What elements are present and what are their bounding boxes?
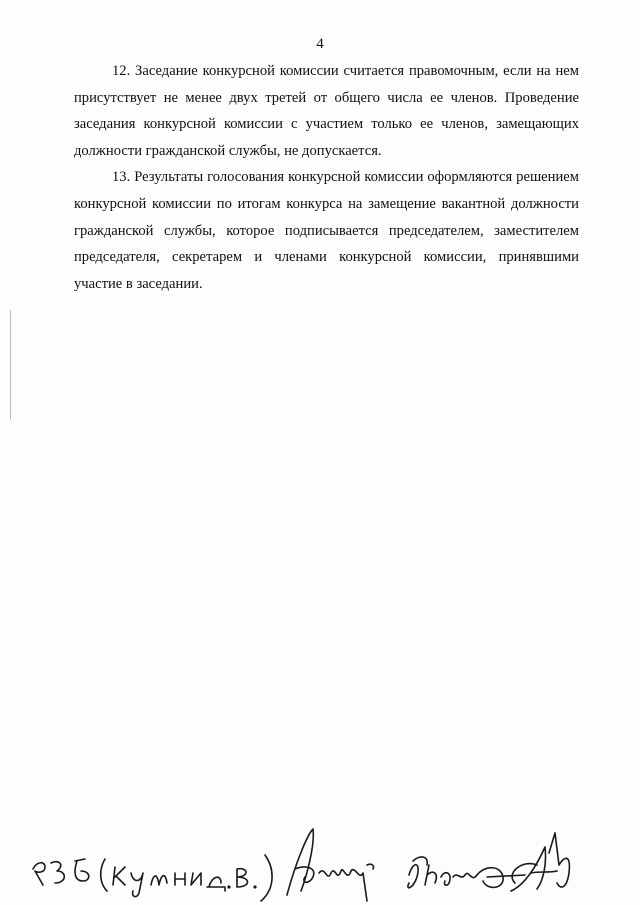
paragraph-12: 12. Заседание конкурсной комиссии считается правомочным, если на нем присутствует не менее двух третей от общего числа ее членов. Проведение заседания конкурсной комиссии с участием только ее членов, замещающих должности гражданской службы, не допускается. <box>74 63 579 159</box>
paragraph-13: 13. Результаты голосования конкурсной комиссии оформляются решением конкурсной комиссии по итогам конкурса на замещение вакантной должности гражданской службы, которое подписывается председателем, заместителем председателя, секретарем и членами конкурсной комиссии, принявшими участие в заседании. <box>74 169 579 292</box>
handwritten-note-signature <box>33 855 272 901</box>
commission-member-signature-3 <box>511 833 569 891</box>
commission-member-signature-2 <box>408 857 525 888</box>
document-body <box>74 58 579 297</box>
signatures-area <box>25 825 625 905</box>
commission-member-signature-1 <box>287 829 374 901</box>
page-number: 4 <box>316 36 324 52</box>
handwritten-signatures <box>25 825 625 905</box>
scan-margin-line <box>10 310 11 420</box>
